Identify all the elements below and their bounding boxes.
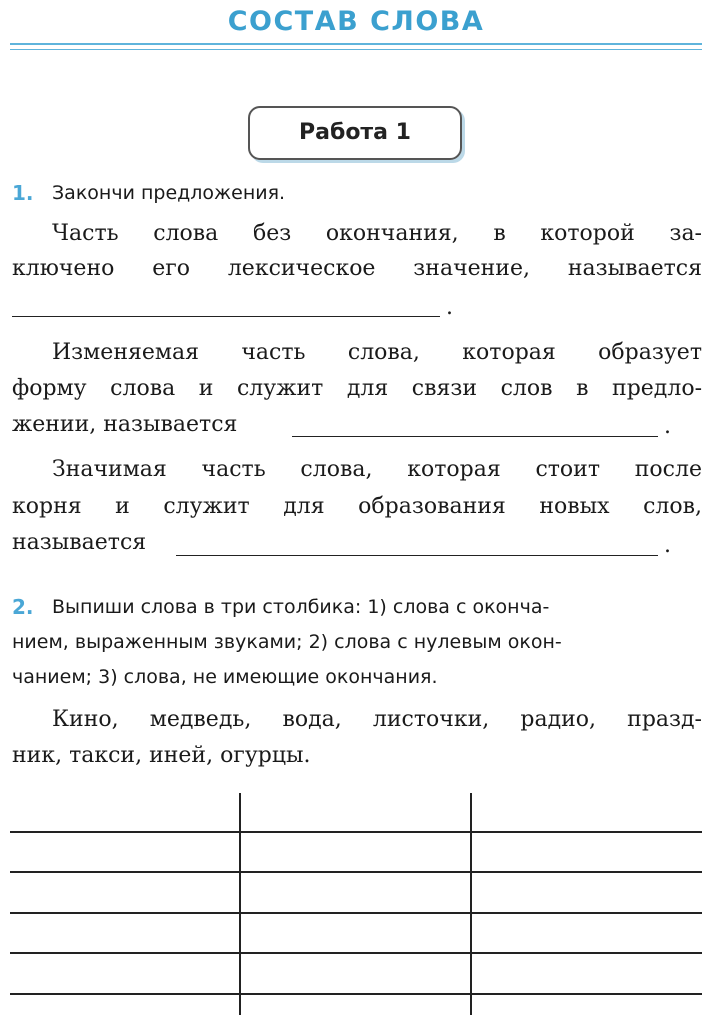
table-row-line [10,912,702,914]
task2-instruction-line1: Выпиши слова в три столбика: 1) слова с оконча- [52,596,550,618]
task1-answer-line-2[interactable] [292,436,658,437]
task1-answer-line-1[interactable] [12,316,440,317]
table-row-line [10,993,702,995]
task1-p1-line1: Часть слова без окончания, в которой за- [52,221,702,246]
table-row-line [10,831,702,833]
work-label-box: Работа 1 [248,106,462,160]
table-column-divider-2 [470,793,472,1015]
table-row-line [10,871,702,873]
task1-number: 1. [12,181,34,205]
task2-instruction-line2: нием, выраженным звуками; 2) слова с нулевым окон- [12,631,562,653]
task1-period-2: . [664,414,671,439]
task2-instruction-line3: чанием; 3) слова, не имеющие окончания. [12,666,438,688]
task2-words-line1: Кино, медведь, вода, листочки, радио, празд- [52,707,702,732]
table-column-divider-1 [239,793,241,1015]
task1-p3-line1: Значимая часть слова, которая стоит после [52,457,702,482]
task1-p1-line2: ключено его лексическое значение, называется [12,256,702,281]
task2-number: 2. [12,595,34,619]
title-rule-thin [10,49,702,50]
task2-words-line2: ник, такси, иней, огурцы. [12,743,311,768]
task1-p2-line3: жении, называется [12,412,238,437]
task1-p2-line1: Изменяемая часть слова, которая образует [52,340,702,365]
title-rule-thick [10,43,702,45]
page-title: СОСТАВ СЛОВА [227,6,485,37]
task1-period-1: . [446,295,453,320]
table-row-line [10,952,702,954]
task1-p2-line2: форму слова и служит для связи слов в предло- [12,376,702,401]
task1-p3-line3: называется [12,530,147,555]
task1-answer-line-3[interactable] [176,555,658,556]
task1-period-3: . [664,533,671,558]
task1-p3-line2: корня и служит для образования новых слов, [12,494,702,519]
task1-instruction: Закончи предложения. [52,182,286,204]
